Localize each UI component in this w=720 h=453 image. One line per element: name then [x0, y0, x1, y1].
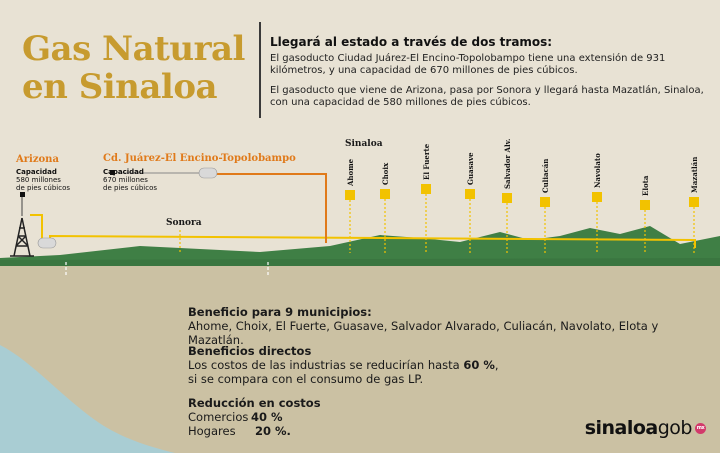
brand-logo: sinaloa gob mx — [584, 417, 705, 439]
tank-icon — [38, 238, 56, 248]
beneficio-text: Ahome, Choix, El Fuerte, Guasave, Salvador Alvarado, Culiacán, Navolato, Elota y Mazatlán. — [188, 319, 659, 347]
town-marker — [592, 192, 602, 202]
arizona-label: Arizona — [16, 154, 59, 165]
hogares-row: Hogares 20 %. — [188, 424, 291, 438]
sonora-label: Sonora — [166, 218, 202, 228]
town-marker — [502, 193, 512, 203]
info-beneficio — [188, 305, 708, 347]
town-marker — [689, 197, 699, 207]
town-marker — [380, 189, 390, 199]
divider — [259, 22, 261, 118]
juarez-capacity: Capacidad 670 millones de pies cúbicos — [103, 168, 157, 192]
town-marker — [540, 197, 550, 207]
town-label: Ahome — [346, 158, 355, 186]
arizona-capacity: Capacidad 580 millones de pies cúbicos — [16, 168, 70, 192]
town-marker — [421, 184, 431, 194]
directos-text-2: si se compara con el consumo de gas LP. — [188, 372, 424, 386]
town-label: Culiacán — [541, 158, 550, 193]
title-line-2: en Sinaloa — [22, 67, 218, 107]
marker-icon — [20, 192, 25, 197]
comercios-row: Comercios 40 % — [188, 410, 283, 424]
juarez-label: Cd. Juárez-El Encino-Topolobampo — [103, 153, 296, 164]
town-label: Salvador Alv. — [503, 138, 512, 189]
intro-paragraph-2: El gasoducto que viene de Arizona, pasa por Sonora y llegará hasta Mazatlán, Sinaloa, con una capacidad de 580 millones de pies cúbicos. — [270, 85, 704, 108]
tank-icon — [199, 168, 217, 178]
town-marker — [640, 200, 650, 210]
intro-paragraph-1: El gasoducto Ciudad Juárez-El Encino-Topolobampo tiene una extensión de 931 kilómetros, y una capacidad de 670 millones de pies cúbicos. — [270, 53, 666, 76]
town-label: Elota — [641, 175, 650, 196]
town-label: Choix — [381, 162, 390, 185]
directos-text-1: Los costos de las industrias se reducirían hasta 60 %, — [188, 358, 499, 372]
town-label: El Fuerte — [422, 143, 431, 180]
town-label: Navolato — [593, 153, 602, 188]
info-directos — [188, 344, 708, 386]
reduccion-heading: Reducción en costos — [188, 396, 321, 410]
town-marker — [345, 190, 355, 200]
title-line-1: Gas Natural — [22, 29, 245, 69]
town-marker — [465, 189, 475, 199]
directos-heading: Beneficios directos — [188, 344, 312, 358]
town-label: Guasave — [466, 152, 475, 185]
intro — [270, 36, 710, 117]
page-title — [22, 30, 245, 106]
sinaloa-label: Sinaloa — [345, 139, 383, 149]
intro-heading: Llegará al estado a través de dos tramos: — [270, 35, 553, 49]
town-label: Mazatlán — [690, 156, 699, 193]
beneficio-heading: Beneficio para 9 municipios: — [188, 305, 372, 319]
